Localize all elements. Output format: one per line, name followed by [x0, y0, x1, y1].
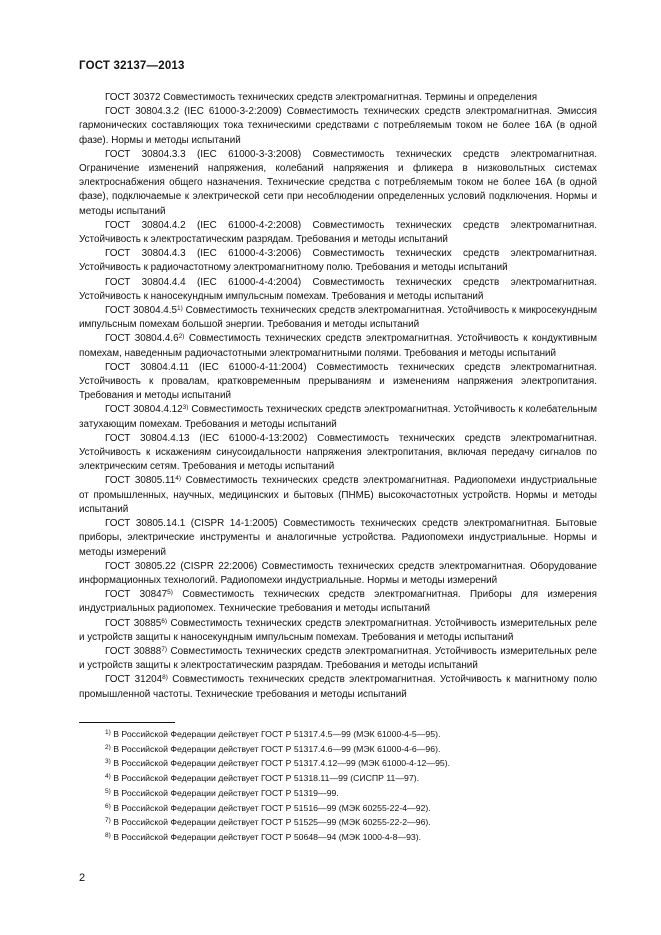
footnote-number: 7): [105, 817, 111, 825]
reference-item: [79, 361, 597, 404]
reference-item: [79, 588, 597, 616]
footnote-item: [105, 830, 595, 845]
reference-item: [79, 617, 597, 645]
reference-item: [79, 645, 597, 673]
reference-text: (IEC 61000-3-2:2009) Совместимость технических средств электромагнитная. Эмиссия гармонических составляющих тока техническими средствами с потребляемым током не более 16А (в одной фазе). Нормы и методы испытаний: [79, 106, 598, 146]
reference-code: ГОСТ 31204: [105, 674, 163, 686]
reference-code: ГОСТ 30804.4.2: [105, 219, 186, 231]
footnote-text: В Российской Федерации действует ГОСТ Р 50648—94 (МЭК 1000-4-8—93).: [110, 831, 422, 842]
reference-text: Совместимость технических средств электромагнитная. Приборы для измерения индустриальных радиопомех. Технические требования и методы испытаний: [79, 589, 597, 615]
footnote-mark: 5): [167, 589, 173, 597]
reference-text: Совместимость технических средств электромагнитная. Термины и определения: [160, 92, 538, 103]
reference-text: Совместимость технических средств электромагнитная. Устойчивость измерительных реле и устройств защиты к наносекундным импульсным помехам. Требования и методы испытаний: [79, 617, 597, 643]
footnote-mark: 4): [175, 475, 182, 483]
reference-item: [79, 276, 597, 304]
reference-text: (IEC 61000-4-4:2004) Совместимость технических средств электромагнитная. Устойчивость к наносекундным импульсным помехам. Требования и методы испытаний: [79, 276, 597, 302]
reference-text: Совместимость технических средств электромагнитная. Устойчивость к микросекундным импульсным помехам большой энергии. Требования и методы испытаний: [79, 305, 598, 331]
reference-code: ГОСТ 30805.22: [105, 560, 176, 572]
reference-text: Совместимость технических средств электромагнитная. Устойчивость к колебательным затухающим помехам. Требования и методы испытаний: [79, 404, 597, 430]
reference-item: [79, 474, 597, 517]
reference-text: (CISPR 14-1:2005) Совместимость технических средств электромагнитная. Бытовые приборы, электрические инструменты и аналогичные устройства. Радиопомехи индустриальные. Нормы и методы измерений: [79, 518, 597, 558]
reference-code: ГОСТ 30372: [105, 92, 161, 103]
footnote-number: 8): [105, 831, 111, 839]
footnote-number: 6): [105, 802, 111, 810]
reference-text: (IEC 61000-4-11:2004) Совместимость технических средств электромагнитная. Устойчивость к провалам, кратковременным прерываниям и изменениям напряжения электропитания. Требования и методы испытаний: [79, 361, 597, 402]
footnote-text: В Российской Федерации действует ГОСТ Р 51516—99 (МЭК 60255-22-4—92).: [110, 802, 431, 813]
reference-code: ГОСТ 30804.3.2: [105, 106, 180, 118]
reference-item: [79, 517, 597, 560]
footnote-item: [105, 742, 595, 757]
footnote-mark: 2): [178, 333, 185, 341]
reference-code: ГОСТ 30804.4.3: [105, 248, 186, 260]
footnote-divider: [79, 722, 175, 723]
reference-item: [79, 91, 597, 105]
reference-text: Совместимость технических средств электромагнитная. Устойчивость к магнитному полю промышленной частоты. Технические требования и методы испытаний: [79, 674, 597, 700]
reference-code: ГОСТ 30804.3.3: [105, 148, 186, 160]
footnote-item: [105, 771, 595, 786]
footnote-number: 5): [105, 787, 111, 795]
footnote-item: [105, 801, 595, 816]
reference-code: ГОСТ 30805.11: [105, 475, 176, 487]
reference-item: [79, 403, 597, 431]
footnote-text: В Российской Федерации действует ГОСТ Р 51317.4.5—99 (МЭК 61000-4-5—95).: [110, 729, 441, 739]
footnote-text: В Российской Федерации действует ГОСТ Р 51317.4.12—99 (МЭК 61000-4-12—95).: [110, 758, 451, 769]
footnote-item: [105, 815, 595, 830]
reference-text: Совместимость технических средств электромагнитная. Радиопомехи индустриальные от промышленных, научных, медицинских и бытовых (ПНМБ) высокочастотных устройств. Нормы и методы испытаний: [79, 475, 598, 515]
reference-item: [79, 432, 597, 475]
reference-code: ГОСТ 30804.4.12: [105, 404, 183, 416]
footnote-number: 1): [105, 729, 111, 736]
reference-item: [79, 219, 597, 247]
footnote-item: [105, 756, 595, 771]
reference-code: ГОСТ 30804.4.5: [105, 305, 178, 317]
reference-code: ГОСТ 30804.4.4: [105, 276, 186, 288]
footnote-text: В Российской Федерации действует ГОСТ Р 51319—99.: [110, 787, 339, 798]
reference-item: [79, 105, 597, 148]
reference-code: ГОСТ 30888: [105, 645, 162, 657]
reference-text: Совместимость технических средств электромагнитная. Устойчивость к кондуктивным помехам, наведенным радиочастотными электромагнитными полями. Требования и методы испытаний: [79, 333, 598, 359]
reference-code: ГОСТ 30804.4.6: [105, 333, 179, 345]
footnote-item: [105, 786, 595, 801]
footnote-mark: 1): [177, 305, 183, 313]
footnote-mark: 7): [161, 645, 168, 653]
reference-item: [79, 304, 597, 332]
footnote-mark: 3): [182, 404, 189, 412]
reference-code: ГОСТ 30805.14.1: [105, 518, 186, 530]
footnote-text: В Российской Федерации действует ГОСТ Р 51317.4.6—99 (МЭК 61000-4-6—96).: [110, 743, 441, 754]
reference-code: ГОСТ 30885: [105, 617, 162, 629]
page-number: 2: [79, 872, 86, 884]
reference-text: Совместимость технических средств электромагнитная. Устойчивость измерительных реле и устройств защиты к электростатическим разрядам. Требования и методы испытаний: [79, 645, 597, 672]
footnote-mark: 6): [161, 617, 168, 625]
footnote-number: 3): [105, 758, 111, 766]
reference-item: [79, 247, 597, 275]
normative-references: [79, 91, 597, 702]
reference-text: (IEC 61000-4-3:2006) Совместимость технических средств электромагнитная. Устойчивость к радиочастотному электромагнитному полю. Требования и методы испытаний: [79, 248, 597, 274]
reference-text: (IEC 61000-4-2:2008) Совместимость технических средств электромагнитная. Устойчивость к электростатическим разрядам. Требования и методы испытаний: [79, 219, 597, 246]
reference-code: ГОСТ 30804.4.11: [105, 361, 189, 373]
reference-item: [79, 673, 597, 701]
footnote-item: [105, 727, 595, 742]
footnote-mark: 8): [162, 674, 168, 682]
reference-text: (CISPR 22:2006) Совместимость технических средств электромагнитная. Оборудование информационных технологий. Радиопомехи индустриальные. Нормы и методы измерений: [79, 560, 597, 586]
reference-item: [79, 560, 597, 588]
page-header-title: ГОСТ 32137—2013: [79, 60, 185, 72]
reference-item: [79, 332, 597, 360]
reference-code: ГОСТ 30847: [105, 589, 168, 601]
footnote-number: 2): [105, 743, 111, 751]
reference-code: ГОСТ 30804.4.13: [105, 432, 190, 444]
reference-text: (IEC 61000-4-13:2002) Совместимость технических средств электромагнитная. Устойчивость к искажениям синусоидальности напряжения электропитания, включая передачу сигналов по электрическим сетям. Требования и методы испытаний: [79, 432, 597, 473]
footnote-text: В Российской Федерации действует ГОСТ Р 51525—99 (МЭК 60255-22-2—96).: [110, 817, 431, 828]
footnotes: [105, 727, 595, 845]
footnote-number: 4): [105, 773, 111, 781]
reference-item: [79, 148, 597, 219]
footnote-text: В Российской Федерации действует ГОСТ Р 51318.11—99 (СИСПР 11—97).: [110, 773, 420, 784]
reference-text: (IEC 61000-3-3:2008) Совместимость технических средств электромагнитная. Ограничение изменений напряжения, колебаний напряжения и фликера в низковольтных системах электроснабжения общего назначения. Технические средства с потребляемым током не более 16А (в одной фазе), подключаемые к электрической сети при несоблюдении определенных условий подключения. Нормы и методы испытаний: [79, 148, 597, 217]
